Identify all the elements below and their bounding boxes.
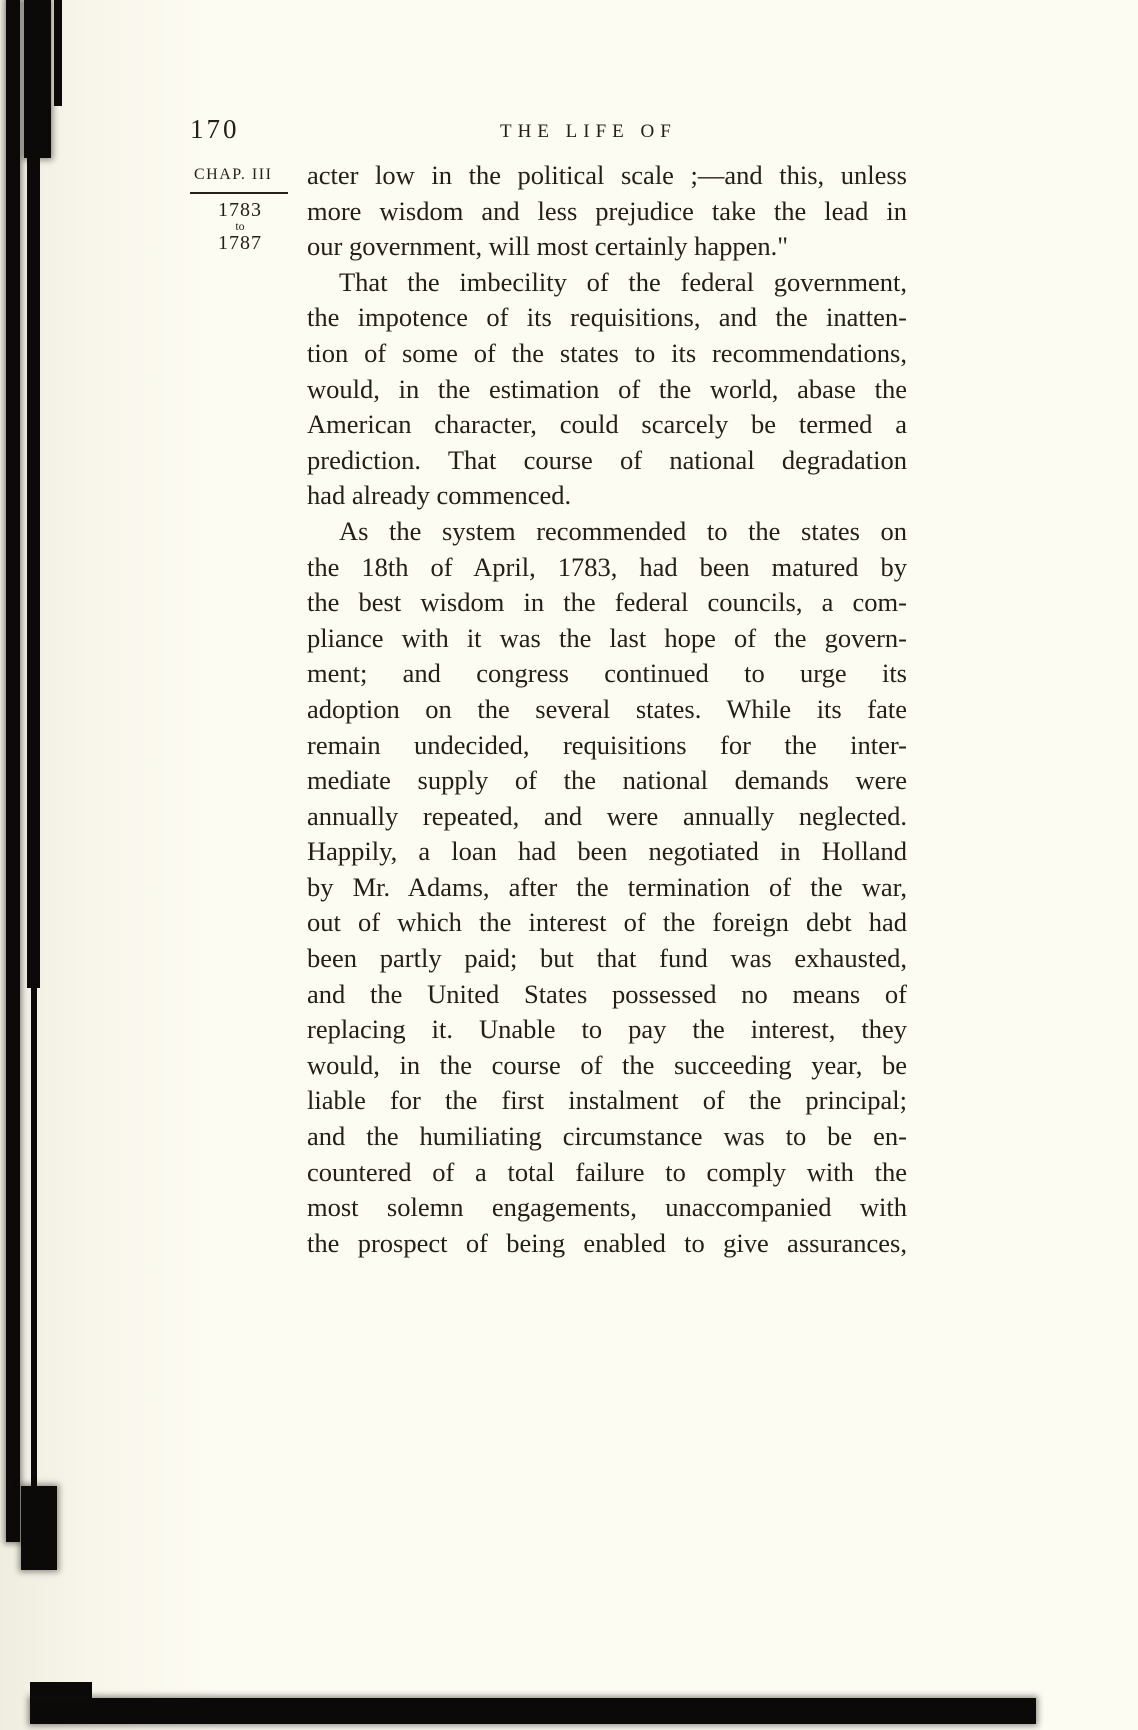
margin-rule [190, 192, 288, 194]
body-line: countered of a total failure to comply with the [307, 1156, 907, 1187]
scan-artifact-left-band [27, 158, 40, 988]
body-line: mediate supply of the national demands were [307, 765, 907, 796]
scan-artifact-left-blob [21, 1486, 57, 1570]
body-line: been partly paid; but that fund was exhausted, [307, 943, 907, 974]
body-line: and the United States possessed no means of [307, 978, 907, 1009]
body-line: most solemn engagements, unaccompanied with [307, 1192, 907, 1223]
body-line: would, in the course of the succeeding year, be [307, 1049, 907, 1080]
body-line: had already commenced. [307, 480, 572, 511]
margin-date-from: 1783 [218, 199, 262, 221]
scan-artifact-left-band [6, 0, 20, 1542]
body-line: tion of some of the states to its recommendations, [307, 337, 907, 368]
body-line: As the system recommended to the states on [339, 515, 907, 546]
page-number: 170 [190, 114, 240, 144]
body-line: acter low in the political scale ;—and this, unless [307, 160, 907, 190]
body-line: the best wisdom in the federal councils, a com- [307, 587, 907, 618]
body-line: prediction. That course of national degradation [307, 444, 907, 475]
scan-artifact-left-band [31, 988, 37, 1488]
body-line: liable for the first instalment of the principal; [307, 1085, 907, 1116]
body-line: remain undecided, requisitions for the inter- [307, 729, 907, 760]
body-line: more wisdom and less prejudice take the lead in [307, 195, 907, 226]
body-line: the prospect of being enabled to give assurances, [307, 1227, 907, 1258]
body-line: by Mr. Adams, after the termination of the war, [307, 871, 907, 902]
margin-date-connector: to [235, 219, 245, 233]
body-line: replacing it. Unable to pay the interest, they [307, 1014, 907, 1045]
margin-date-to: 1787 [218, 232, 262, 254]
body-line: That the imbecility of the federal government, [339, 266, 907, 297]
body-line: and the humiliating circumstance was to be en- [307, 1121, 907, 1152]
body-line: American character, could scarcely be termed a [307, 409, 907, 440]
body-line: our government, will most certainly happen." [307, 231, 789, 262]
scan-artifact-left-band [24, 0, 51, 158]
body-line: would, in the estimation of the world, abase the [307, 373, 907, 404]
chapter-label: CHAP. III [194, 166, 273, 183]
scan-artifact-left-band [54, 0, 62, 106]
body-line: pliance with it was the last hope of the govern- [307, 622, 907, 653]
body-line: adoption on the several states. While its fate [307, 693, 907, 724]
body-line: Happily, a loan had been negotiated in Holland [307, 836, 907, 867]
body-line: the 18th of April, 1783, had been matured by [307, 551, 907, 582]
body-line: out of which the interest of the foreign debt had [307, 907, 907, 938]
body-line: the impotence of its requisitions, and the inatten- [307, 302, 907, 333]
margin-notes [190, 166, 290, 253]
body-line: ment; and congress continued to urge its [307, 658, 907, 689]
running-head: THE LIFE OF [500, 121, 677, 142]
scan-artifact-bottom-bar [30, 1698, 1036, 1724]
body-text [307, 158, 907, 1261]
body-line: annually repeated, and were annually neglected. [307, 800, 907, 831]
